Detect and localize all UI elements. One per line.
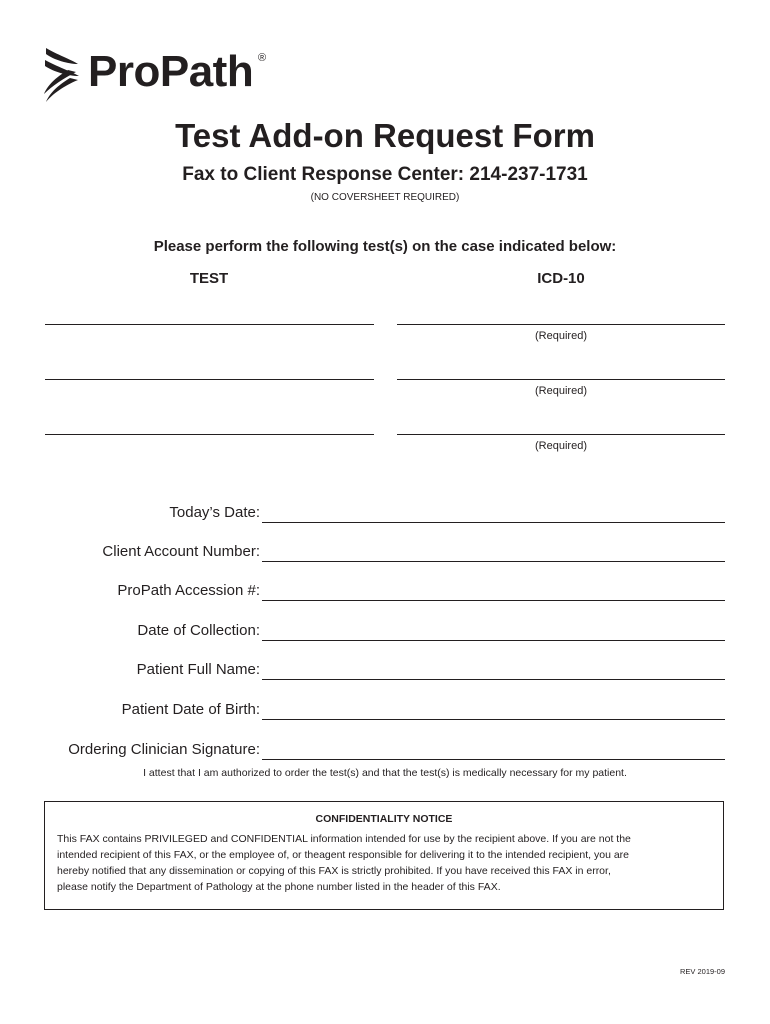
patient-full-name-label: Patient Full Name:	[136, 661, 260, 678]
confidentiality-line: hereby notified that any dissemination or copying of this FAX is strictly prohibited. If you have received this FAX in error,	[57, 865, 611, 877]
client-account-number-label: Client Account Number:	[102, 543, 260, 560]
coversheet-note: (NO COVERSHEET REQUIRED)	[310, 192, 460, 203]
confidentiality-body	[57, 831, 713, 895]
clinician-signature-field[interactable]	[262, 759, 725, 760]
icd10-field-2[interactable]	[397, 379, 725, 380]
date-of-collection-label: Date of Collection:	[137, 622, 260, 639]
clinician-signature-label: Ordering Clinician Signature:	[68, 741, 260, 758]
registered-mark: ®	[258, 52, 267, 64]
required-note: (Required)	[535, 440, 587, 452]
revision-code: REV 2019-09	[679, 967, 725, 976]
confidentiality-line: intended recipient of this FAX, or the employee of, or theagent responsible for delivering it to the intended recipient, you are	[57, 849, 630, 861]
fax-number-heading: Fax to Client Response Center: 214-237-1731	[182, 164, 588, 185]
test-field-2[interactable]	[45, 379, 374, 380]
accession-number-field[interactable]	[262, 600, 725, 601]
todays-date-label: Today’s Date:	[169, 504, 260, 521]
client-account-number-field[interactable]	[262, 561, 725, 562]
icd10-column-header: ICD-10	[537, 270, 585, 287]
patient-full-name-field[interactable]	[262, 679, 725, 680]
propath-wing-icon	[42, 44, 84, 106]
icd10-field-1[interactable]	[397, 324, 725, 325]
test-column-header: TEST	[189, 270, 229, 287]
logo-wordmark: ProPath	[88, 47, 254, 96]
confidentiality-title: CONFIDENTIALITY NOTICE	[315, 813, 453, 825]
confidentiality-line: please notify the Department of Pathology at the phone number listed in the header of this FAX.	[57, 881, 501, 893]
test-field-1[interactable]	[45, 324, 374, 325]
test-field-3[interactable]	[45, 434, 374, 435]
confidentiality-line: This FAX contains PRIVILEGED and CONFIDENTIAL information intended for use by the recipient above. If you are not the	[57, 833, 631, 845]
page-title: Test Add-on Request Form	[175, 117, 595, 154]
confidentiality-notice-box	[44, 801, 724, 910]
patient-dob-label: Patient Date of Birth:	[121, 701, 260, 718]
date-of-collection-field[interactable]	[262, 640, 725, 641]
icd10-field-3[interactable]	[397, 434, 725, 435]
test-instruction: Please perform the following test(s) on the case indicated below:	[153, 238, 617, 255]
patient-dob-field[interactable]	[262, 719, 725, 720]
todays-date-field[interactable]	[262, 522, 725, 523]
required-note: (Required)	[535, 385, 587, 397]
accession-number-label: ProPath Accession #:	[117, 582, 260, 599]
required-note: (Required)	[535, 330, 587, 342]
propath-logo	[42, 44, 282, 106]
attestation-text: I attest that I am authorized to order the test(s) and that the test(s) is medically necessary for my patient.	[143, 767, 627, 779]
